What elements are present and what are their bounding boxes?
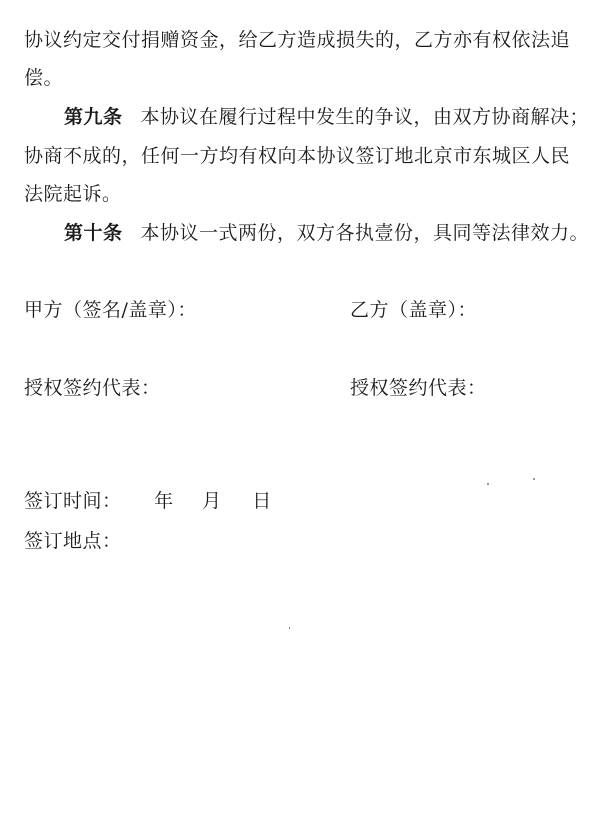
clause9-text1: 本协议在履行过程中发生的争议，由双方协商解决； [140, 106, 590, 128]
clause9-line1 [64, 106, 589, 128]
clause10-heading: 第十条 [64, 222, 123, 244]
clause8-line1: 协议约定交付捐赠资金，给乙方造成损失的，乙方亦有权依法追 [24, 29, 571, 51]
clause9-heading: 第九条 [64, 106, 123, 128]
year-label: 年 [154, 490, 174, 512]
clause10-line1 [64, 222, 589, 244]
month-label: 月 [202, 490, 222, 512]
clause10-text1: 本协议一式两份，双方各执壹份，具同等法律效力。 [140, 222, 590, 244]
party-a-label: 甲方（签名/盖章）： [24, 299, 197, 321]
rep-b-label: 授权签约代表： [350, 377, 487, 399]
signing-place-label: 签订地点： [24, 530, 122, 552]
scan-speck [533, 478, 535, 480]
scan-speck [289, 627, 290, 629]
clause9-line3: 法院起诉。 [24, 183, 122, 205]
day-label: 日 [252, 490, 272, 512]
clause9-line2: 协商不成的，任何一方均有权向本协议签订地北京市东城区人民 [24, 145, 571, 167]
party-b-label: 乙方（盖章）： [350, 299, 478, 321]
clause8-line2: 偿。 [24, 67, 64, 89]
signing-time-row [24, 490, 272, 512]
signing-time-label: 签订时间： [24, 490, 122, 512]
scan-speck [487, 483, 489, 485]
rep-a-label: 授权签约代表： [24, 377, 161, 399]
